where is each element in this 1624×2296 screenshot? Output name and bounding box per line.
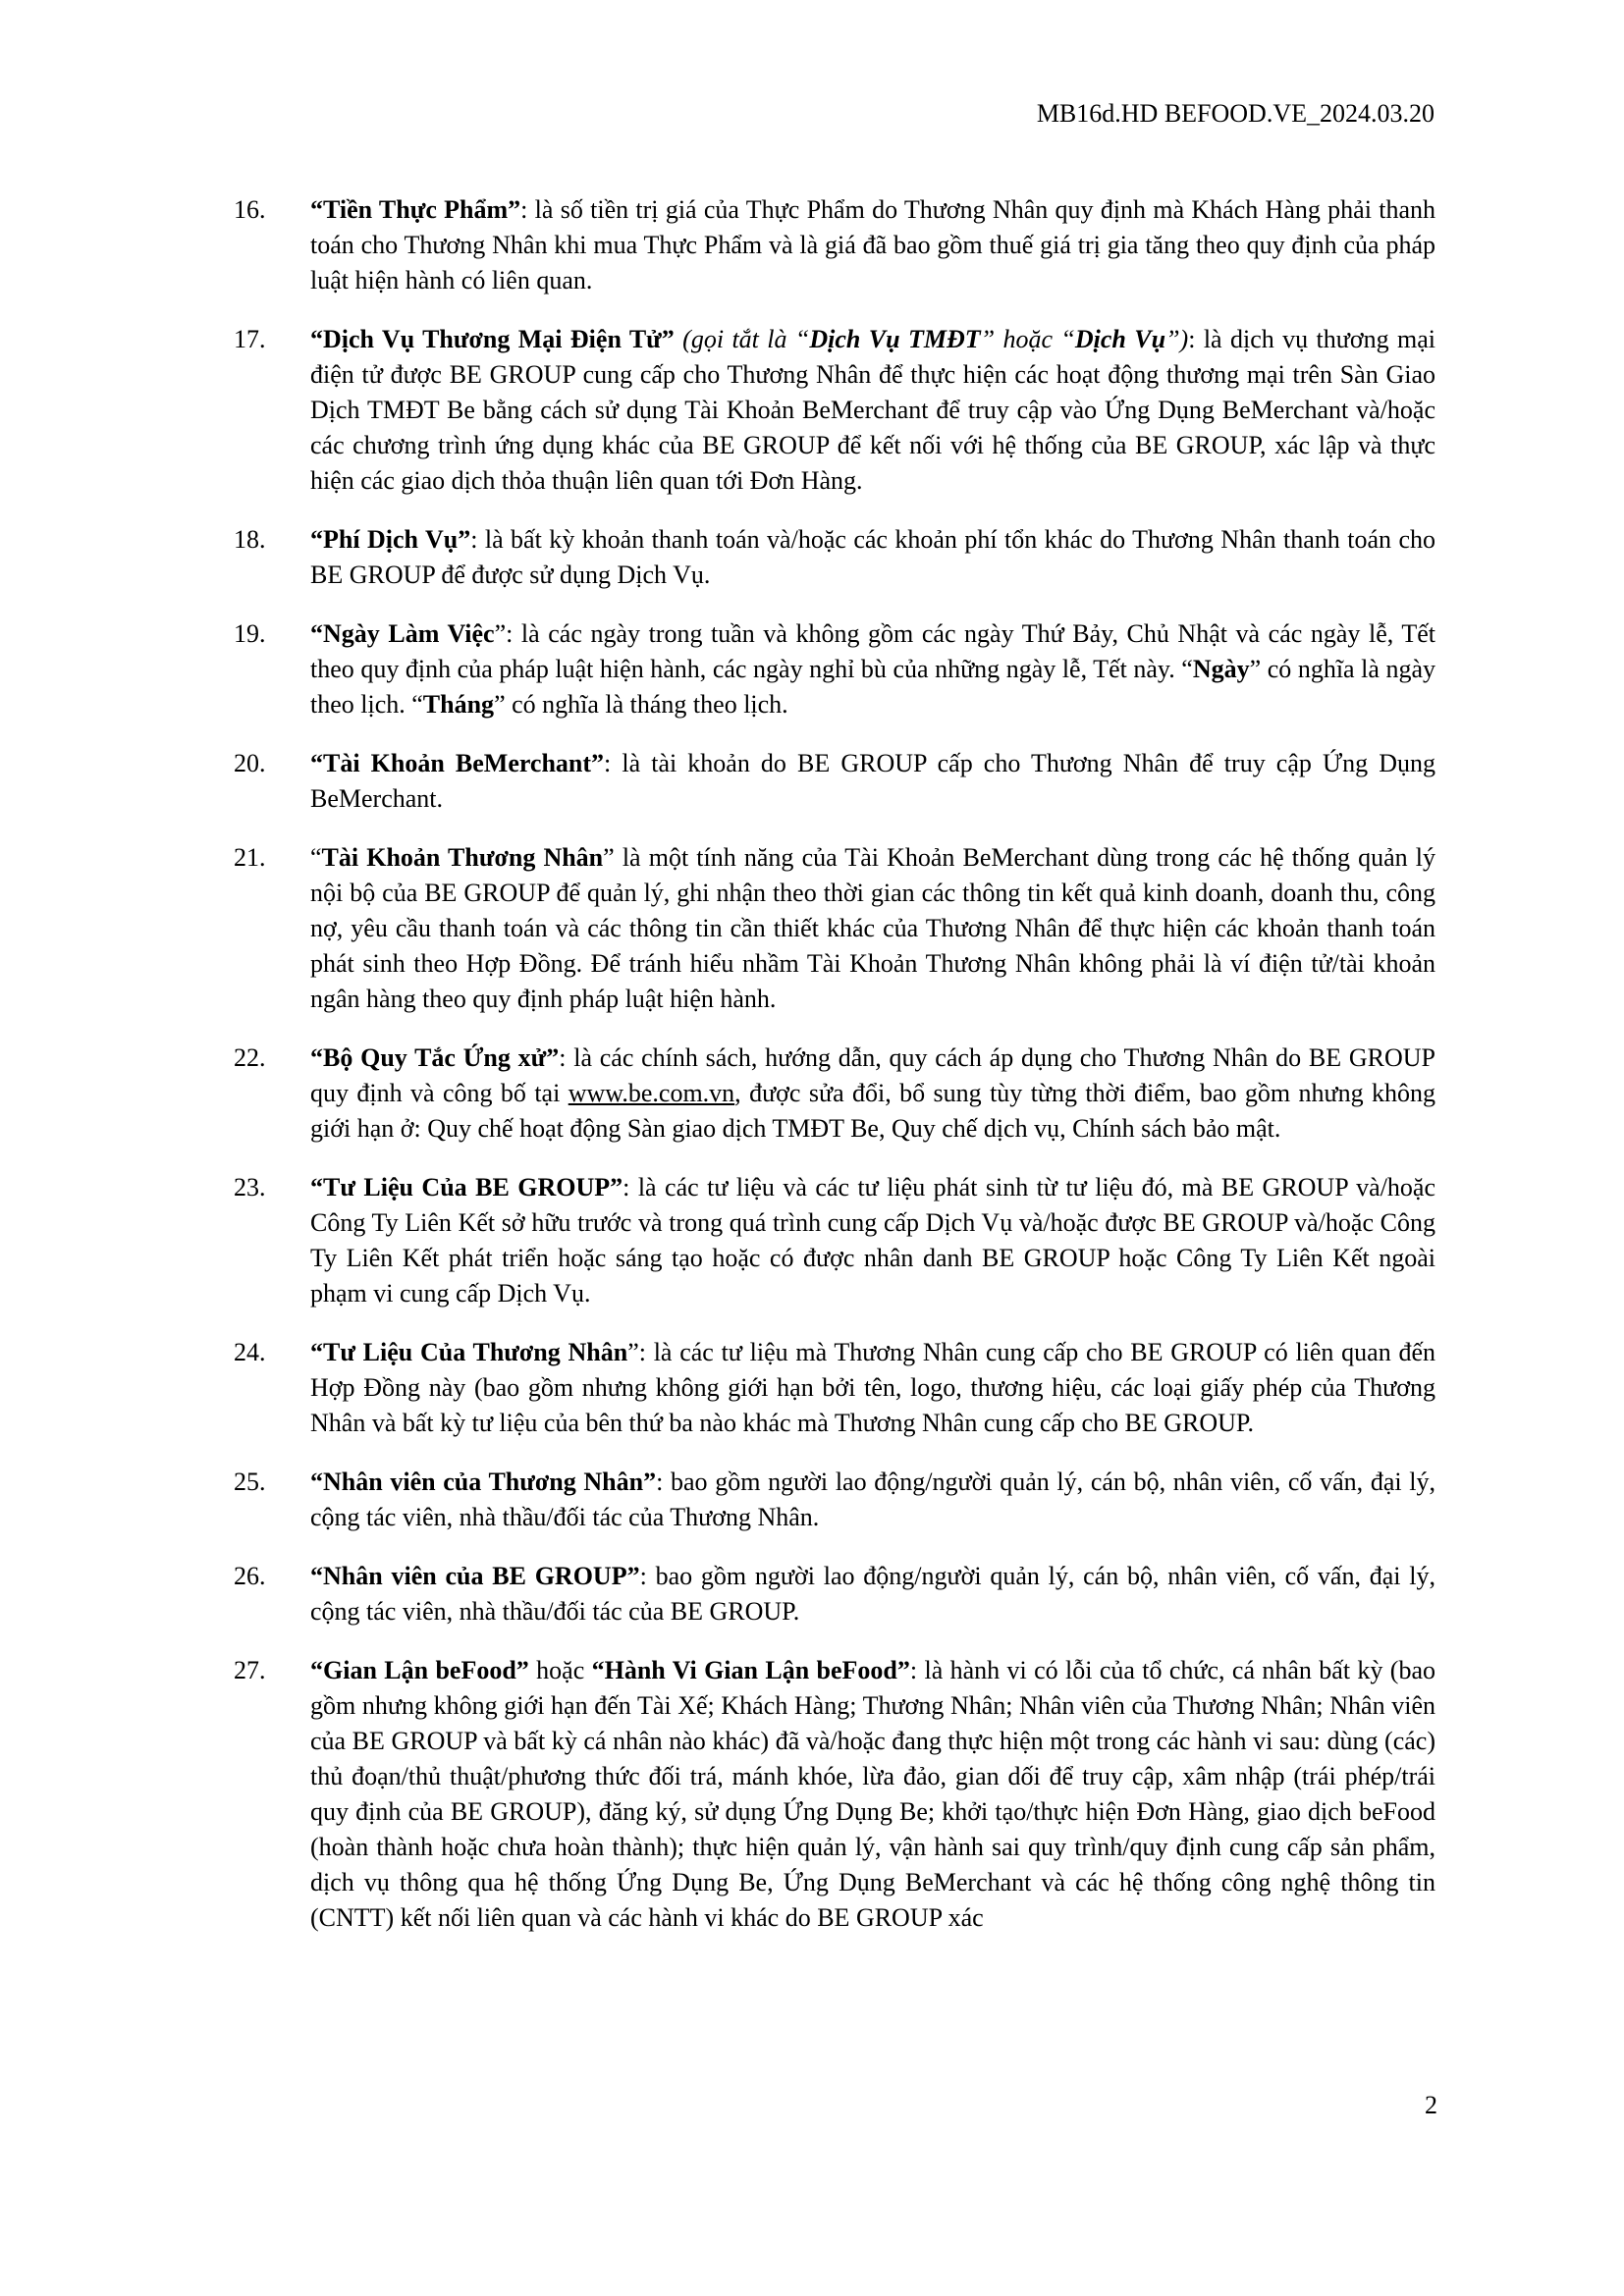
definition-item xyxy=(234,1170,1435,1311)
text-segment: “Tư Liệu Của BE GROUP” xyxy=(310,1173,623,1201)
text-segment: : là tài khoản do BE GROUP cấp cho Thương Nhân để truy cập Ứng Dụng BeMerchant. xyxy=(310,749,1435,813)
text-segment: “Nhân viên của Thương Nhân” xyxy=(310,1468,657,1496)
text-segment: ” có nghĩa là ngày theo lịch. “ xyxy=(310,655,1435,719)
text-segment: “Hành Vi Gian Lận beFood” xyxy=(591,1656,910,1684)
definition-number: 16. xyxy=(234,195,266,224)
definition-number: 27. xyxy=(234,1656,266,1684)
definition-item xyxy=(234,616,1435,722)
text-segment: ” hoặc “ xyxy=(980,325,1075,353)
text-segment: : bao gồm người lao động/người quản lý, cán bộ, nhân viên, cố vấn, đại lý, cộng tác viên, nhà thầu/đối tác của Thương Nhân. xyxy=(310,1468,1435,1531)
definitions-list xyxy=(234,192,1435,1959)
text-segment: ” là một tính năng của Tài Khoản BeMerchant dùng trong các hệ thống quản lý nội bộ của BE GROUP để quản lý, ghi nhận theo thời gian các thông tin kết quả kinh doanh, doanh thu, công nợ, yêu cầu thanh toán và các thông tin cần thiết khác của Thương Nhân để thực hiện các khoản thanh toán phát sinh theo Hợp Đồng. Để tránh hiểu nhầm Tài Khoản Thương Nhân không phải là ví điện tử/tài khoản ngân hàng theo quy định pháp luật hiện hành. xyxy=(310,843,1436,1013)
text-segment: “Nhân viên của BE GROUP” xyxy=(310,1562,640,1590)
text-segment: “Tiền Thực Phẩm” xyxy=(310,195,521,224)
definition-text xyxy=(310,616,1435,722)
definition-item xyxy=(234,840,1435,1017)
definition-number: 20. xyxy=(234,749,266,777)
definition-item xyxy=(234,522,1435,593)
definition-item xyxy=(234,746,1435,817)
definition-item xyxy=(234,192,1435,298)
text-segment: hoặc xyxy=(528,1656,592,1684)
text-segment: Dịch Vụ TMĐT xyxy=(809,325,981,353)
document-code: MB16d.HD BEFOOD.VE_2024.03.20 xyxy=(1036,99,1435,128)
text-segment: : là số tiền trị giá của Thực Phẩm do Thương Nhân quy định mà Khách Hàng phải thanh toán cho Thương Nhân khi mua Thực Phẩm và là giá đã bao gồm thuế giá trị gia tăng theo quy định của pháp luật hiện hành có liên quan. xyxy=(310,195,1435,294)
definition-number: 22. xyxy=(234,1043,266,1072)
text-segment: “Dịch Vụ Thương Mại Điện Tử” xyxy=(310,325,675,353)
text-segment: “ xyxy=(310,843,322,872)
text-segment: “Bộ Quy Tắc Ứng xử” xyxy=(310,1043,560,1072)
text-segment: : là các chính sách, hướng dẫn, quy cách áp dụng cho Thương Nhân do BE GROUP quy định và công bố tại xyxy=(310,1043,1435,1107)
definition-text xyxy=(310,1653,1435,1936)
definition-text xyxy=(310,1041,1435,1147)
text-segment: ”) xyxy=(1165,325,1189,353)
text-segment: ” có nghĩa là tháng theo lịch. xyxy=(494,690,788,719)
text-segment: Tháng xyxy=(422,690,495,719)
text-segment: Ngày xyxy=(1192,655,1250,683)
text-segment: ”: là các tư liệu mà Thương Nhân cung cấp cho BE GROUP có liên quan đến Hợp Đồng này (bao gồm nhưng không giới hạn bởi tên, logo, thương hiệu, các loại giấy phép của Thương Nhân và bất kỳ tư liệu của bên thứ ba nào khác mà Thương Nhân cung cấp cho BE GROUP. xyxy=(310,1338,1435,1437)
text-segment: “Phí Dịch Vụ” xyxy=(310,525,471,554)
definition-item xyxy=(234,1041,1435,1147)
definition-text xyxy=(310,1335,1435,1441)
text-segment: ”: là các ngày trong tuần và không gồm các ngày Thứ Bảy, Chủ Nhật và các ngày lễ, Tết theo quy định của pháp luật hiện hành, các ngày nghỉ bù của những ngày lễ, Tết này. “ xyxy=(310,619,1435,683)
text-segment: : là hành vi có lỗi của tổ chức, cá nhân bất kỳ (bao gồm nhưng không giới hạn đến Tài Xế; Khách Hàng; Thương Nhân; Nhân viên của Thương Nhân; Nhân viên của BE GROUP và bất kỳ cá nhân nào khác) đã và/hoặc đang thực hiện một trong các hành vi sau: dùng (các) thủ đoạn/thủ thuật/phương thức đối trá, mánh khóe, lừa đảo, gian dối để truy cập, xâm nhập (trái phép/trái quy định của BE GROUP), đăng ký, sử dụng Ứng Dụng Be; khởi tạo/thực hiện Đơn Hàng, giao dịch beFood (hoàn thành hoặc chưa hoàn thành); thực hiện quản lý, vận hành sai quy trình/quy định cung cấp sản phẩm, dịch vụ thông qua hệ thống Ứng Dụng Be, Ứng Dụng BeMerchant và các hệ thống công nghệ thông tin (CNTT) kết nối liên quan và các hành vi khác do BE GROUP xác xyxy=(310,1656,1435,1932)
text-segment: : là các tư liệu và các tư liệu phát sinh từ tư liệu đó, mà BE GROUP và/hoặc Công Ty Liên Kết sở hữu trước và trong quá trình cung cấp Dịch Vụ và/hoặc được BE GROUP và/hoặc Công Ty Liên Kết phát triển hoặc sáng tạo hoặc có được nhân danh BE GROUP hoặc Công Ty Liên Kết ngoài phạm vi cung cấp Dịch Vụ. xyxy=(310,1173,1436,1308)
definition-number: 24. xyxy=(234,1338,266,1366)
definition-text xyxy=(310,192,1435,298)
text-segment: “Tài Khoản BeMerchant” xyxy=(310,749,605,777)
definition-text xyxy=(310,322,1435,499)
definition-text xyxy=(310,1559,1435,1629)
text-segment: , được sửa đổi, bổ sung tùy từng thời điểm, bao gồm nhưng không giới hạn ở: Quy chế hoạt động Sàn giao dịch TMĐT Be, Quy chế dịch vụ, Chính sách bảo mật. xyxy=(310,1079,1435,1143)
definition-number: 25. xyxy=(234,1468,266,1496)
definition-number: 18. xyxy=(234,525,266,554)
definition-number: 21. xyxy=(234,843,266,872)
text-segment: : là bất kỳ khoản thanh toán và/hoặc các khoản phí tổn khác do Thương Nhân thanh toán cho BE GROUP để được sử dụng Dịch Vụ. xyxy=(310,525,1435,589)
definition-number: 17. xyxy=(234,325,266,353)
definition-item xyxy=(234,322,1435,499)
text-segment: “Tư Liệu Của Thương Nhân xyxy=(310,1338,628,1366)
definition-text xyxy=(310,1170,1435,1311)
text-segment: “Gian Lận beFood” xyxy=(310,1656,529,1684)
website-link[interactable]: www.be.com.vn xyxy=(568,1079,735,1107)
page-number: 2 xyxy=(1425,2091,1437,2119)
definition-item xyxy=(234,1335,1435,1441)
text-segment: (gọi tắt là “ xyxy=(674,325,810,353)
definition-text xyxy=(310,1465,1435,1535)
definition-text xyxy=(310,746,1435,817)
text-segment: : bao gồm người lao động/người quản lý, cán bộ, nhân viên, cố vấn, đại lý, cộng tác viên, nhà thầu/đối tác của BE GROUP. xyxy=(310,1562,1435,1626)
definition-text xyxy=(310,522,1435,593)
definition-item xyxy=(234,1465,1435,1535)
definition-text xyxy=(310,840,1435,1017)
text-segment: Dịch Vụ xyxy=(1074,325,1166,353)
text-segment: “Ngày Làm Việc xyxy=(310,619,495,648)
definition-number: 23. xyxy=(234,1173,266,1201)
definition-number: 26. xyxy=(234,1562,266,1590)
definition-item xyxy=(234,1653,1435,1936)
text-segment: : là dịch vụ thương mại điện tử được BE GROUP cung cấp cho Thương Nhân để thực hiện các hoạt động thương mại trên Sàn Giao Dịch TMĐT Be bằng cách sử dụng Tài Khoản BeMerchant để truy cập vào Ứng Dụng BeMerchant và/hoặc các chương trình ứng dụng khác của BE GROUP để kết nối với hệ thống của BE GROUP, xác lập và thực hiện các giao dịch thỏa thuận liên quan tới Đơn Hàng. xyxy=(310,325,1435,495)
definition-number: 19. xyxy=(234,619,266,648)
definition-item xyxy=(234,1559,1435,1629)
text-segment: Tài Khoản Thương Nhân xyxy=(321,843,604,872)
